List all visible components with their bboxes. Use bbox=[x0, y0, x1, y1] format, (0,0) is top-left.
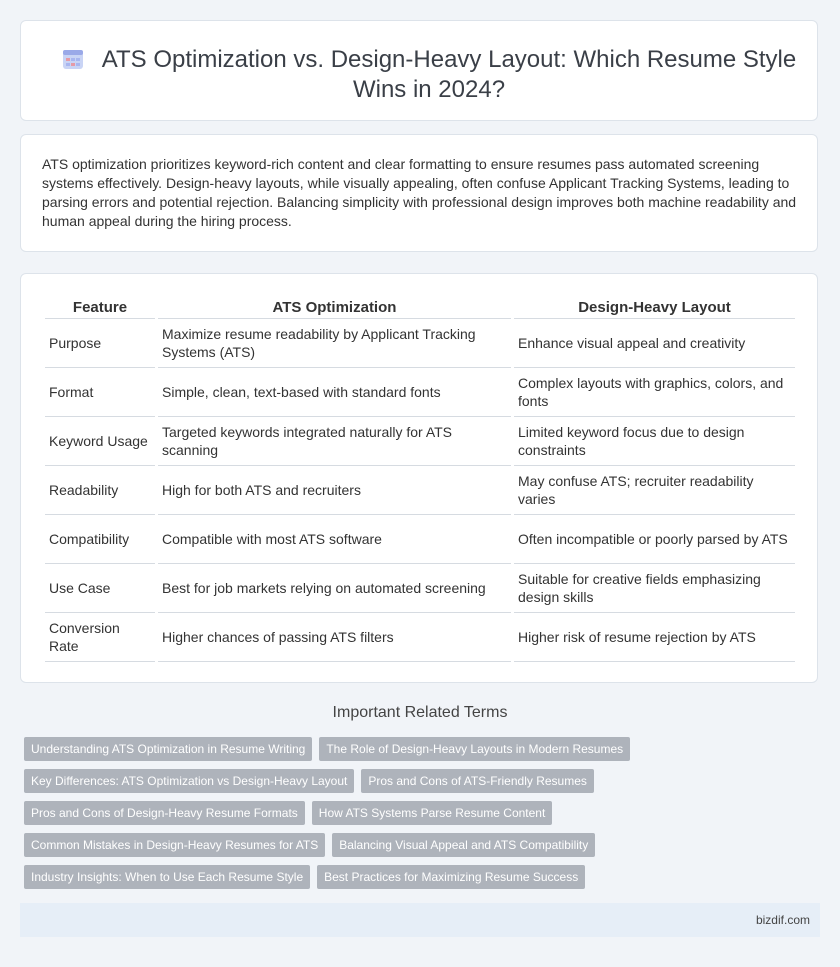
table-row bbox=[45, 466, 795, 515]
tag-row bbox=[24, 737, 814, 769]
cell-design: Complex layouts with graphics, colors, and fonts bbox=[514, 368, 795, 417]
cell-design: Limited keyword focus due to design constraints bbox=[514, 417, 795, 466]
cell-feature: Keyword Usage bbox=[45, 417, 155, 466]
page-title-text: ATS Optimization vs. Design-Heavy Layout: Which Resume Style Wins in 2024? bbox=[101, 46, 797, 103]
cell-ats: Targeted keywords integrated naturally for ATS scanning bbox=[158, 417, 511, 466]
comparison-table-card bbox=[20, 273, 818, 683]
related-term-tag[interactable]: Key Differences: ATS Optimization vs Design-Heavy Layout bbox=[24, 769, 354, 793]
related-term-tag[interactable]: How ATS Systems Parse Resume Content bbox=[312, 801, 553, 825]
cell-feature: Readability bbox=[45, 466, 155, 515]
cell-feature: Purpose bbox=[45, 319, 155, 368]
header-feature: Feature bbox=[45, 296, 155, 319]
cell-feature: Format bbox=[45, 368, 155, 417]
tag-row bbox=[24, 801, 814, 833]
related-term-tag[interactable]: Understanding ATS Optimization in Resume Writing bbox=[24, 737, 312, 761]
table-row bbox=[45, 613, 795, 662]
header-ats-optimization: ATS Optimization bbox=[158, 296, 511, 319]
header-design-heavy-layout: Design-Heavy Layout bbox=[514, 296, 795, 319]
cell-ats: Best for job markets relying on automated screening bbox=[158, 564, 511, 613]
related-term-tag[interactable]: Common Mistakes in Design-Heavy Resumes for ATS bbox=[24, 833, 325, 857]
table-header-row bbox=[45, 296, 795, 319]
cell-ats: Compatible with most ATS software bbox=[158, 515, 511, 564]
related-term-tag[interactable]: Industry Insights: When to Use Each Resume Style bbox=[24, 865, 310, 889]
cell-design: Enhance visual appeal and creativity bbox=[514, 319, 795, 368]
cell-ats: Maximize resume readability by Applicant Tracking Systems (ATS) bbox=[158, 319, 511, 368]
related-terms-heading: Important Related Terms bbox=[332, 704, 508, 721]
cell-design: May confuse ATS; recruiter readability varies bbox=[514, 466, 795, 515]
related-term-tag[interactable]: Pros and Cons of ATS-Friendly Resumes bbox=[361, 769, 594, 793]
related-term-tag[interactable]: The Role of Design-Heavy Layouts in Modern Resumes bbox=[319, 737, 630, 761]
cell-feature: Compatibility bbox=[45, 515, 155, 564]
tag-row bbox=[24, 833, 814, 865]
page-title bbox=[61, 45, 797, 105]
related-terms-list bbox=[24, 737, 814, 897]
summary-text: ATS optimization prioritizes keyword-rich content and clear formatting to ensure resumes pass automated screening systems effectively. Design-heavy layouts, while visually appealing, often confuse Applicant Tracking Systems, leading to parsing errors and potential rejection. Balancing simplicity with professional design improves both machine readability and human appeal during the hiring process. bbox=[42, 156, 797, 229]
cell-ats: High for both ATS and recruiters bbox=[158, 466, 511, 515]
cell-design: Often incompatible or poorly parsed by ATS bbox=[514, 515, 795, 564]
cell-ats: Higher chances of passing ATS filters bbox=[158, 613, 511, 662]
table-row bbox=[45, 368, 795, 417]
footer bbox=[20, 903, 820, 937]
related-term-tag[interactable]: Balancing Visual Appeal and ATS Compatibility bbox=[332, 833, 595, 857]
table-row bbox=[45, 319, 795, 368]
cell-design: Higher risk of resume rejection by ATS bbox=[514, 613, 795, 662]
tag-row bbox=[24, 865, 814, 897]
comparison-table bbox=[42, 296, 798, 662]
cell-ats: Simple, clean, text-based with standard fonts bbox=[158, 368, 511, 417]
table-row bbox=[45, 417, 795, 466]
related-term-tag[interactable]: Best Practices for Maximizing Resume Success bbox=[317, 865, 585, 889]
cell-feature: Conversion Rate bbox=[45, 613, 155, 662]
summary-card bbox=[20, 134, 818, 252]
table-row bbox=[45, 564, 795, 613]
table-row bbox=[45, 515, 795, 564]
document-icon bbox=[62, 48, 84, 70]
cell-design: Suitable for creative fields emphasizing design skills bbox=[514, 564, 795, 613]
title-card bbox=[20, 20, 818, 121]
related-term-tag[interactable]: Pros and Cons of Design-Heavy Resume Formats bbox=[24, 801, 305, 825]
tag-row bbox=[24, 769, 814, 801]
cell-feature: Use Case bbox=[45, 564, 155, 613]
footer-site-link[interactable]: bizdif.com bbox=[755, 913, 810, 927]
